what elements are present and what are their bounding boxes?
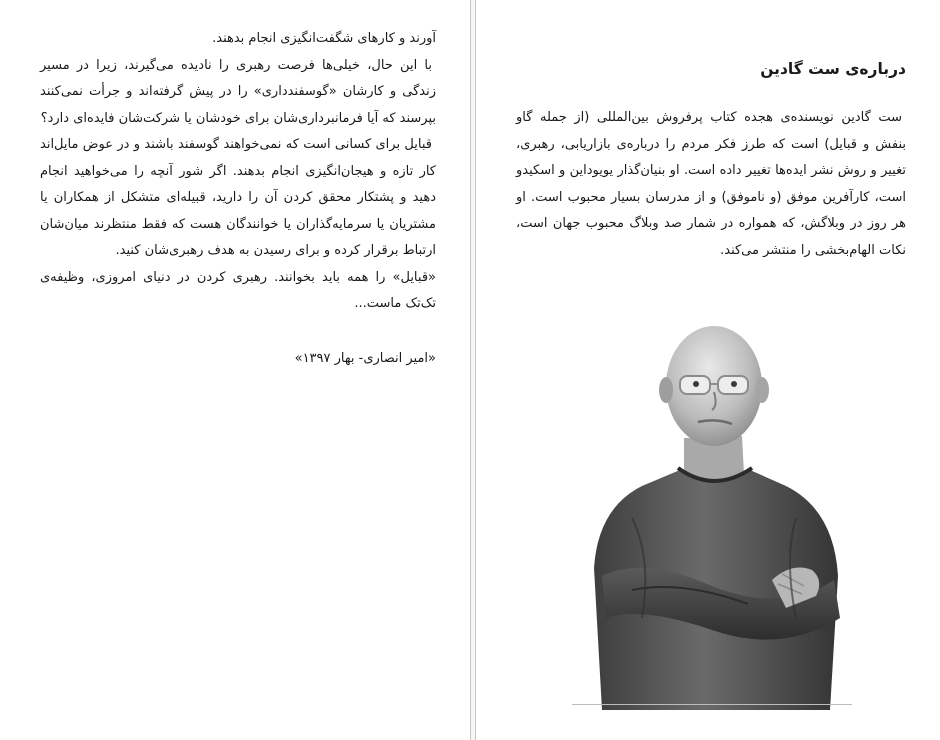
translator-signature: «امیر انصاری- بهار ۱۳۹۷» xyxy=(294,350,436,366)
author-bio: ست گادین نویسنده‌ی هجده کتاب پرفروش بین‌المللی (از جمله گاو بنفش و قبایل) است که طرز فکر مردم را درباره‌ی بازاریابی، رهبری، تغییر و روش نشر ایده‌ها تغییر داده است. او بنیان‌گذار یویوداین و اسکیدو است، کارآفرین موفق (و ناموفق) و از مدرسان بسیار محبوب است. او هر روز در وبلاگش، که همواره در شمار صد وبلاگ محبوب جهان است، نکات الهام‌بخشی را منتشر می‌کند. xyxy=(516,110,906,258)
portrait-baseline xyxy=(572,704,852,705)
left-paragraph-1: آورند و کارهای شگفت‌انگیزی انجام بدهند. xyxy=(212,31,436,46)
left-paragraph-4: «قبایل» را همه باید بخوانند. رهبری کردن در دنیای امروزی، وظیفه‌ی تک‌تک ماست... xyxy=(40,269,436,311)
about-author-title: درباره‌ی ست گادین xyxy=(760,60,906,78)
right-page xyxy=(476,0,940,740)
left-paragraph-2: با این حال، خیلی‌ها فرصت رهبری را نادیده می‌گیرند، زیرا در مسیر زندگی و کارشان «گوسفندداری» را در پیش گرفته‌اند و جرأت نمی‌کنند بپرسند که آیا فرمانبرداری‌شان برای خودشان یا شرکت‌شان فایده‌ای دارد؟ xyxy=(40,57,436,126)
left-paragraph-3: قبایل برای کسانی است که نمی‌خواهند گوسفند باشند و در عوض مایل‌اند کار تازه و هیجان‌انگیزی انجام بدهند. اگر شور آنچه را می‌خواهید انجام دهید و پشتکار محقق کردن آن را دارید، قبیله‌ای متشکل از همکاران یا مشتریان یا سرمایه‌گذاران یا خوانندگان هست که فقط منتظرند میان‌شان ارتباط برقرار کرده و برای رسیدن به هدف رهبری‌شان کنید. xyxy=(40,137,436,258)
author-portrait xyxy=(572,318,852,710)
